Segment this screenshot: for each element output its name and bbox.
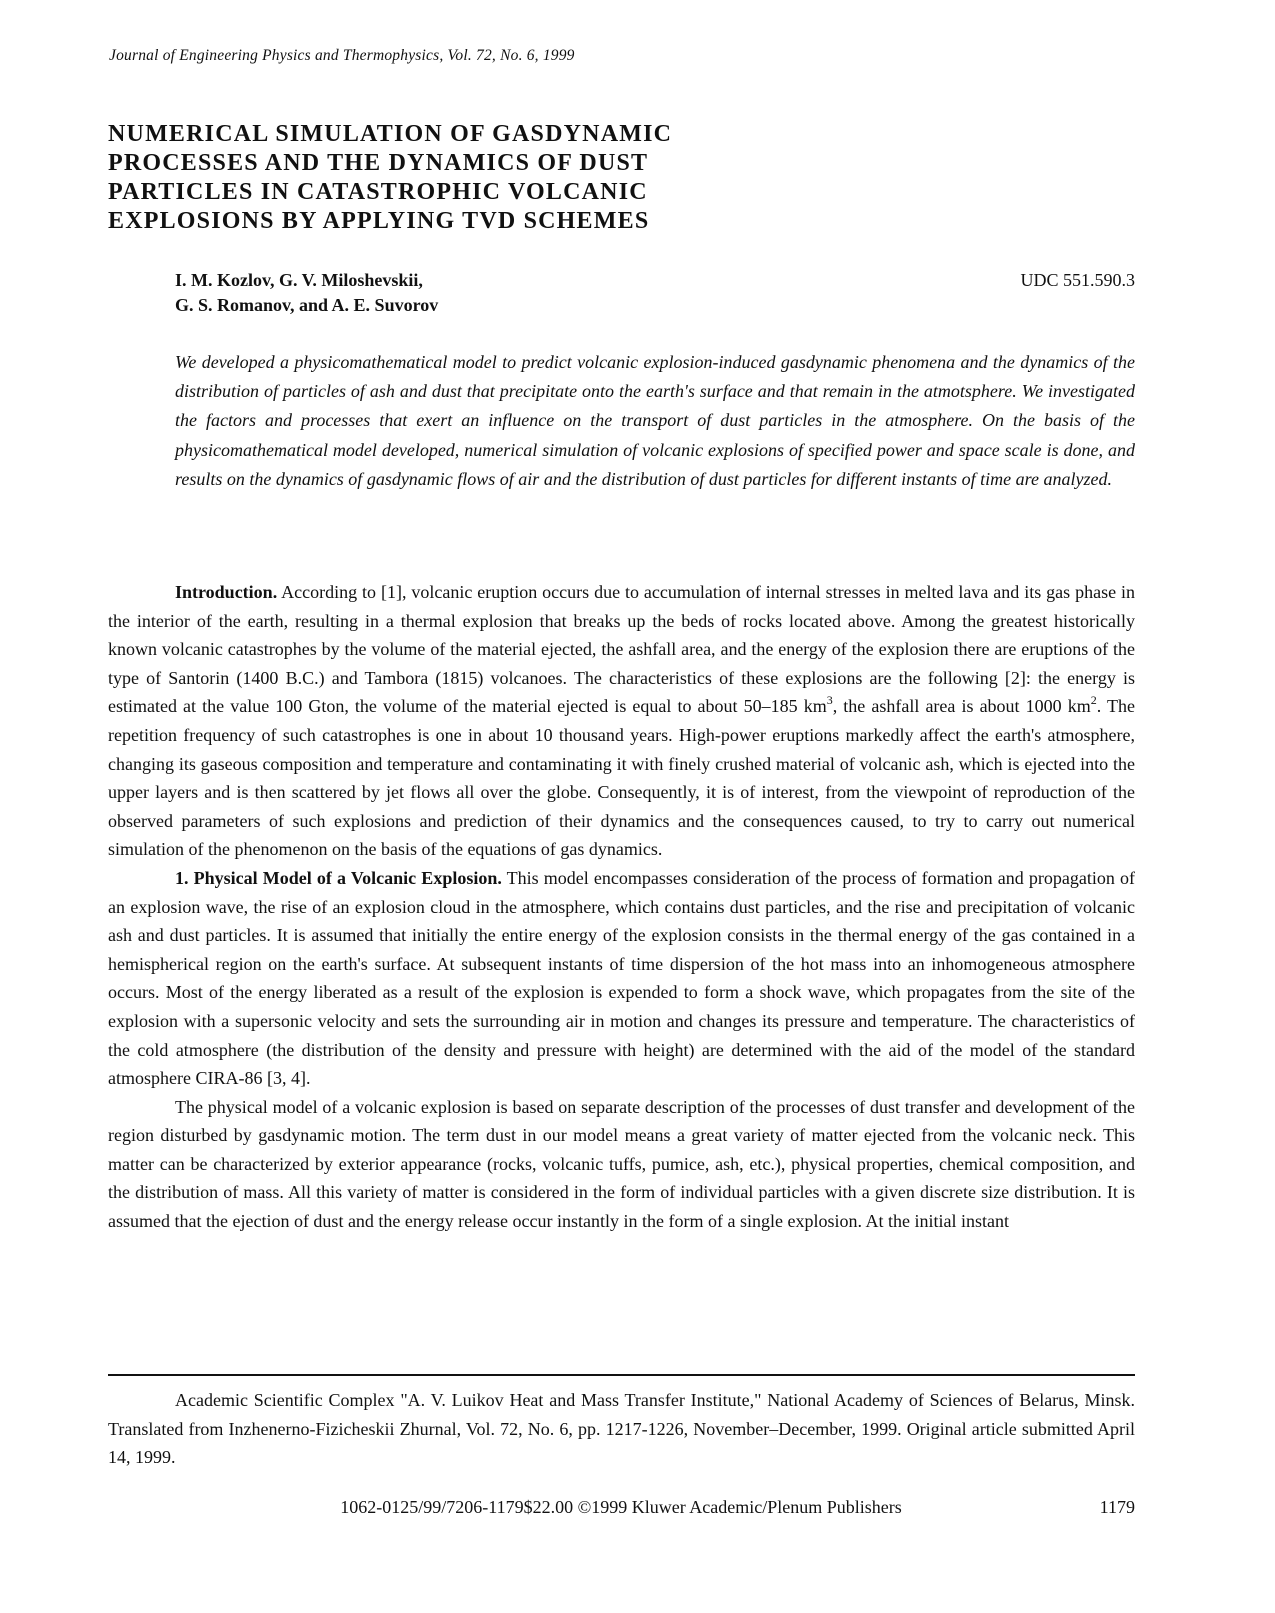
abstract: We developed a physicomathematical model to predict volcanic explosion-induced gasdynamic phenomena and the dynamics of the distribution of particles of ash and dust that precipitate onto the earth's surface and that remain in the atmotsphere. We investigated the factors and processes that exert an influence on the transport of dust particles in the atmosphere. On the basis of the physicomathematical model developed, numerical simulation of volcanic explosions of specified power and space scale is done, and results on the dynamics of gasdynamic flows of air and the distribution of dust particles for different instants of time are analyzed. [175, 352, 1135, 489]
superscript: 3 [826, 693, 833, 708]
intro-text: . The repetition frequency of such catastrophes is one in about 10 thousand years. High-power eruptions markedly affect the earth's atmosphere, changing its gaseous composition and temperature and contaminating it with finely crushed material of volcanic ash, which is ejected into the upper layers and is then scattered by jet flows all over the globe. Consequently, it is of interest, from the viewpoint of reproduction of the observed parameters of such explosions and prediction of their dynamics and the consequences caused, to try to carry out numerical simulation of the phenomenon on the basis of the equations of gas dynamics. [108, 696, 1135, 860]
intro-text: , the ashfall area is about 1000 km [832, 696, 1091, 717]
page-number: 1179 [1099, 1497, 1135, 1517]
title-line: PARTICLES IN CATASTROPHIC VOLCANIC [108, 179, 648, 205]
author-line: G. S. Romanov, and A. E. Suvorov [175, 295, 439, 315]
section1-heading: 1. Physical Model of a Volcanic Explosion. [175, 867, 502, 888]
udc-code: UDC 551.590.3 [1020, 270, 1135, 290]
section1-paragraph [108, 864, 1135, 1093]
body-paragraph: The physical model of a volcanic explosion is based on separate description of the processes of dust transfer and development of the region disturbed by gasdynamic motion. The term dust in our model means a great variety of matter ejected from the volcanic neck. This matter can be characterized by exterior appearance (rocks, volcanic tuffs, pumice, ash, etc.), physical properties, chemical composition, and the distribution of mass. All this variety of matter is considered in the form of individual particles with a given discrete size distribution. It is assumed that the ejection of dust and the energy release occur instantly in the form of a single explosion. At the initial instant [108, 1096, 1135, 1232]
issn-line: 1062-0125/99/7206-1179$22.00 ©1999 Kluwer Academic/Plenum Publishers [340, 1497, 902, 1517]
intro-paragraph [108, 578, 1135, 864]
affiliation-footnote: Academic Scientific Complex "A. V. Luikov Heat and Mass Transfer Institute," National Academy of Sciences of Belarus, Minsk. Translated from Inzhenerno-Fizicheskii Zhurnal, Vol. 72, No. 6, pp. 1217-1226, November–December, 1999. Original article submitted April 14, 1999. [108, 1390, 1135, 1467]
footnote-rule [108, 1374, 1135, 1376]
section1-text: This model encompasses consideration of the process of formation and propagation of an explosion wave, the rise of an explosion cloud in the atmosphere, which contains dust particles, and the rise and precipitation of volcanic ash and dust particles. It is assumed that initially the entire energy of the explosion consists in the thermal energy of the gas contained in a hemispherical region on the earth's surface. At subsequent instants of time dispersion of the hot mass into an inhomogeneous atmosphere occurs. Most of the energy liberated as a result of the explosion is expended to form a shock wave, which propagates from the site of the explosion with a supersonic velocity and sets the surrounding air in motion and changes its pressure and temperature. The characteristics of the cold atmosphere (the distribution of the density and pressure with height) are determined with the aid of the model of the standard atmosphere CIRA-86 [3, 4]. [108, 867, 1135, 1089]
article-title [108, 120, 748, 236]
title-line: NUMERICAL SIMULATION OF GASDYNAMIC [108, 121, 673, 147]
author-list [175, 268, 438, 318]
intro-heading: Introduction. [175, 582, 278, 602]
author-line: I. M. Kozlov, G. V. Miloshevskii, [175, 270, 423, 290]
journal-header: Journal of Engineering Physics and Thermophysics, Vol. 72, No. 6, 1999 [109, 47, 575, 64]
title-line: EXPLOSIONS BY APPLYING TVD SCHEMES [108, 208, 650, 234]
title-line: PROCESSES AND THE DYNAMICS OF DUST [108, 150, 649, 176]
intro-text: According to [1], volcanic eruption occurs due to accumulation of internal stresses in melted lava and its gas phase in the interior of the earth, resulting in a thermal explosion that breaks up the beds of rocks located above. Among the greatest historically known volcanic catastrophes by the volume of the material ejected, the ashfall area, and the energy of the explosion there are eruptions of the type of Santorin (1400 B.C.) and Tambora (1815) volcanoes. The characteristics of these explosions are the following [2]: the energy is estimated at the value 100 Gton, the volume of the material ejected is equal to about 50–185 km [108, 582, 1135, 717]
superscript: 2 [1090, 693, 1097, 708]
article-body [108, 578, 1135, 1236]
